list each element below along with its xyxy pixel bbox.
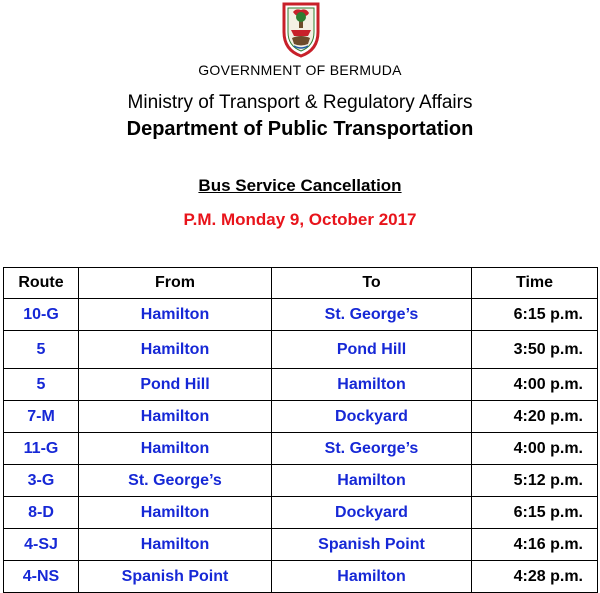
route-cell: 7-M: [4, 401, 79, 433]
table-row: [4, 465, 598, 497]
table-row: [4, 331, 598, 369]
table-row: [4, 299, 598, 331]
notice-date: P.M. Monday 9, October 2017: [183, 210, 417, 229]
bermuda-coat-of-arms-icon: [282, 2, 320, 58]
table-row: [4, 561, 598, 593]
from-cell: Hamilton: [79, 497, 272, 529]
ministry-name: Ministry of Transport & Regulatory Affairs: [127, 92, 473, 113]
to-cell: Hamilton: [272, 465, 472, 497]
to-cell: Pond Hill: [272, 331, 472, 369]
department-name: Department of Public Transportation: [126, 118, 474, 140]
route-cell: 4-NS: [4, 561, 79, 593]
from-cell: Spanish Point: [79, 561, 272, 593]
header-route: Route: [4, 268, 79, 299]
table-row: [4, 529, 598, 561]
route-cell: 8-D: [4, 497, 79, 529]
to-cell: Dockyard: [272, 497, 472, 529]
notice-title: Bus Service Cancellation: [198, 176, 402, 195]
route-cell: 11-G: [4, 433, 79, 465]
route-cell: 5: [4, 369, 79, 401]
from-cell: Hamilton: [79, 331, 272, 369]
route-cell: 10-G: [4, 299, 79, 331]
table-row: [4, 433, 598, 465]
time-cell: 4:16 p.m.: [472, 529, 598, 561]
to-cell: Dockyard: [272, 401, 472, 433]
to-cell: Hamilton: [272, 561, 472, 593]
to-cell: Spanish Point: [272, 529, 472, 561]
time-cell: 4:00 p.m.: [472, 433, 598, 465]
from-cell: St. George’s: [79, 465, 272, 497]
from-cell: Hamilton: [79, 401, 272, 433]
route-cell: 5: [4, 331, 79, 369]
time-cell: 6:15 p.m.: [472, 497, 598, 529]
to-cell: St. George’s: [272, 433, 472, 465]
table-row: [4, 497, 598, 529]
time-cell: 4:20 p.m.: [472, 401, 598, 433]
time-cell: 6:15 p.m.: [472, 299, 598, 331]
cancellation-table: [3, 267, 598, 593]
to-cell: St. George’s: [272, 299, 472, 331]
government-name: GOVERNMENT OF BERMUDA: [198, 62, 402, 78]
time-cell: 4:28 p.m.: [472, 561, 598, 593]
table-header-row: [4, 268, 598, 299]
from-cell: Hamilton: [79, 299, 272, 331]
header-to: To: [272, 268, 472, 299]
route-cell: 4-SJ: [4, 529, 79, 561]
from-cell: Hamilton: [79, 529, 272, 561]
from-cell: Pond Hill: [79, 369, 272, 401]
time-cell: 4:00 p.m.: [472, 369, 598, 401]
table-row: [4, 401, 598, 433]
time-cell: 3:50 p.m.: [472, 331, 598, 369]
route-cell: 3-G: [4, 465, 79, 497]
to-cell: Hamilton: [272, 369, 472, 401]
header-from: From: [79, 268, 272, 299]
table-row: [4, 369, 598, 401]
header-time: Time: [472, 268, 598, 299]
from-cell: Hamilton: [79, 433, 272, 465]
time-cell: 5:12 p.m.: [472, 465, 598, 497]
